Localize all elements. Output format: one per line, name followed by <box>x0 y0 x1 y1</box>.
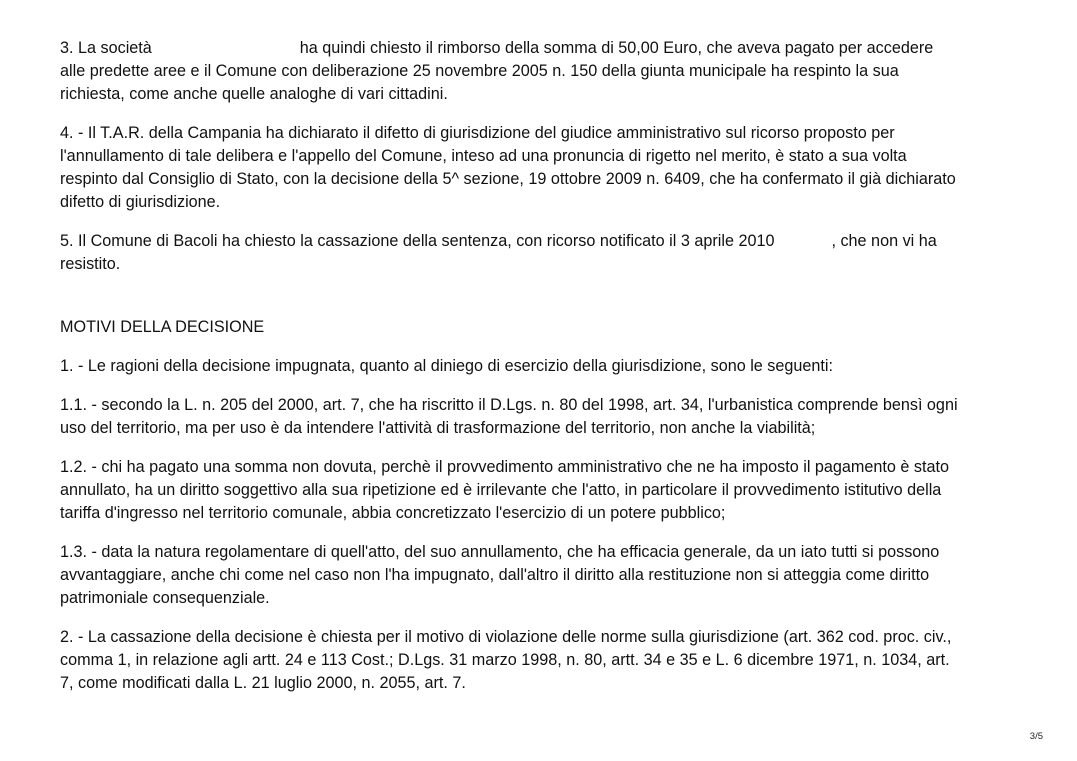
paragraph-line: annullato, ha un diritto soggettivo alla sua ripetizione ed è irrilevante che l'atto, in particolare il provvedimento istitutivo della <box>60 481 942 499</box>
paragraph-line: 1.2. - chi ha pagato una somma non dovuta, perchè il provvedimento amministrativo che ne ha imposto il pagamento è stato <box>60 458 950 476</box>
paragraph-line <box>60 37 1030 60</box>
paragraph-line: tariffa d'ingresso nel territorio comunale, abbia concretizzato l'esercizio di un potere pubblico; <box>60 504 726 522</box>
paragraph-line <box>60 230 1030 253</box>
paragraph-3 <box>60 37 1030 106</box>
paragraph-line: avvantaggiare, anche chi come nel caso non l'ha impugnato, dall'altro il diritto alla restituzione non si atteggia come diritto <box>60 566 930 584</box>
text-fragment: 5. Il Comune di Bacoli ha chiesto la cassazione della sentenza, con ricorso notificato il 3 aprile 2010 <box>60 232 775 250</box>
paragraph-line: respinto dal Consiglio di Stato, con la decisione della 5^ sezione, 19 ottobre 2009 n. 6409, che ha confermato il già dichiarato <box>60 170 956 188</box>
document-page <box>60 37 1030 695</box>
paragraph-line: patrimoniale consequenziale. <box>60 589 270 607</box>
heading-text: MOTIVI DELLA DECISIONE <box>60 318 265 336</box>
paragraph-line: 1. - Le ragioni della decisione impugnata, quanto al diniego di esercizio della giurisdizione, sono le seguenti: <box>60 357 834 375</box>
paragraph-5 <box>60 230 1030 276</box>
paragraph-line: 7, come modificati dalla L. 21 luglio 2000, n. 2055, art. 7. <box>60 674 466 692</box>
paragraph-line: comma 1, in relazione agli artt. 24 e 113 Cost.; D.Lgs. 31 marzo 1998, n. 80, artt. 34 e 35 e L. 6 dicembre 1971, n. 1034, art. <box>60 651 950 669</box>
reason-1-1 <box>60 394 1030 440</box>
paragraph-line: difetto di giurisdizione. <box>60 193 221 211</box>
paragraph-line: uso del territorio, ma per uso è da intendere l'attività di trasformazione del territorio, non anche la viabilità; <box>60 419 816 437</box>
paragraph-line: l'annullamento di tale delibera e l'appello del Comune, inteso ad una pronuncia di rigetto nel merito, è stato a sua volta <box>60 147 907 165</box>
text-fragment: 3. La società <box>60 39 152 57</box>
paragraph-4 <box>60 122 1030 214</box>
text-fragment: ha quindi chiesto il rimborso della somma di 50,00 Euro, che aveva pagato per accedere <box>299 39 934 57</box>
page-number: 3/5 <box>1029 731 1043 742</box>
paragraph-line: 2. - La cassazione della decisione è chiesta per il motivo di violazione delle norme sulla giurisdizione (art. 362 cod. proc. civ., <box>60 628 952 646</box>
reason-1-3 <box>60 541 1030 610</box>
section-heading <box>60 316 1030 339</box>
reason-2 <box>60 626 1030 695</box>
paragraph-line: richiesta, come anche quelle analoghe di vari cittadini. <box>60 85 448 103</box>
paragraph-line: alle predette aree e il Comune con deliberazione 25 novembre 2005 n. 150 della giunta municipale ha respinto la sua <box>60 62 899 80</box>
paragraph-line: resistito. <box>60 255 121 273</box>
paragraph-line: 4. - Il T.A.R. della Campania ha dichiarato il difetto di giurisdizione del giudice amministrativo sul ricorso proposto per <box>60 124 895 142</box>
paragraph-line: 1.3. - data la natura regolamentare di quell'atto, del suo annullamento, che ha efficacia generale, da un iato tutti si possono <box>60 543 940 561</box>
paragraph-line: 1.1. - secondo la L. n. 205 del 2000, art. 7, che ha riscritto il D.Lgs. n. 80 del 1998, art. 34, l'urbanistica comprende bensì ogni <box>60 396 958 414</box>
text-fragment: , che non vi ha <box>831 232 937 250</box>
reason-1 <box>60 355 1030 378</box>
reason-1-2 <box>60 456 1030 525</box>
